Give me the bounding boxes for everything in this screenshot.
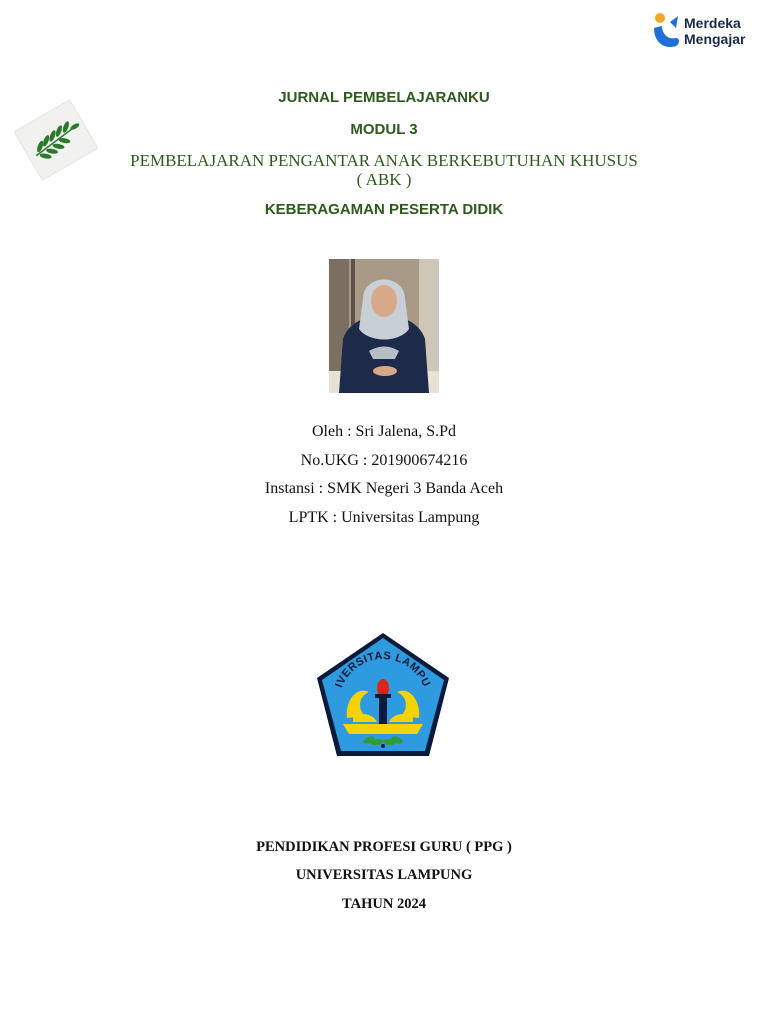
emblem-text: IVERSITAS LAMPU bbox=[333, 649, 433, 690]
course-title-line-2: ( ABK ) bbox=[356, 170, 412, 189]
program-name: PENDIDIKAN PROFESI GURU ( PPG ) bbox=[256, 839, 512, 855]
logo-line-1: Merdeka bbox=[684, 15, 741, 31]
logo-text bbox=[684, 15, 745, 47]
author-institution: Instansi : SMK Negeri 3 Banda Aceh bbox=[264, 480, 504, 497]
merdeka-mengajar-logo-icon bbox=[650, 12, 682, 56]
topic-title: KEBERAGAMAN PESERTA DIDIK bbox=[264, 201, 504, 218]
university-lampung-emblem-icon bbox=[313, 630, 453, 760]
module-title: MODUL 3 bbox=[350, 121, 418, 138]
author-portrait-photo bbox=[329, 259, 439, 393]
merdeka-mengajar-logo bbox=[650, 12, 760, 56]
course-title-line-1: PEMBELAJARAN PENGANTAR ANAK BERKEBUTUHAN KHUSUS bbox=[130, 151, 638, 170]
author-name: Oleh : Sri Jalena, S.Pd bbox=[312, 423, 456, 440]
author-lptk: LPTK : Universitas Lampung bbox=[288, 509, 480, 526]
author-ukg: No.UKG : 201900674216 bbox=[300, 452, 468, 469]
year-label: TAHUN 2024 bbox=[342, 896, 426, 912]
journal-title: JURNAL PEMBELAJARANKU bbox=[278, 89, 490, 106]
author-photo bbox=[329, 259, 439, 393]
university-name: UNIVERSITAS LAMPUNG bbox=[295, 867, 473, 883]
logo-line-2: Mengajar bbox=[684, 31, 746, 47]
university-emblem bbox=[313, 630, 453, 760]
